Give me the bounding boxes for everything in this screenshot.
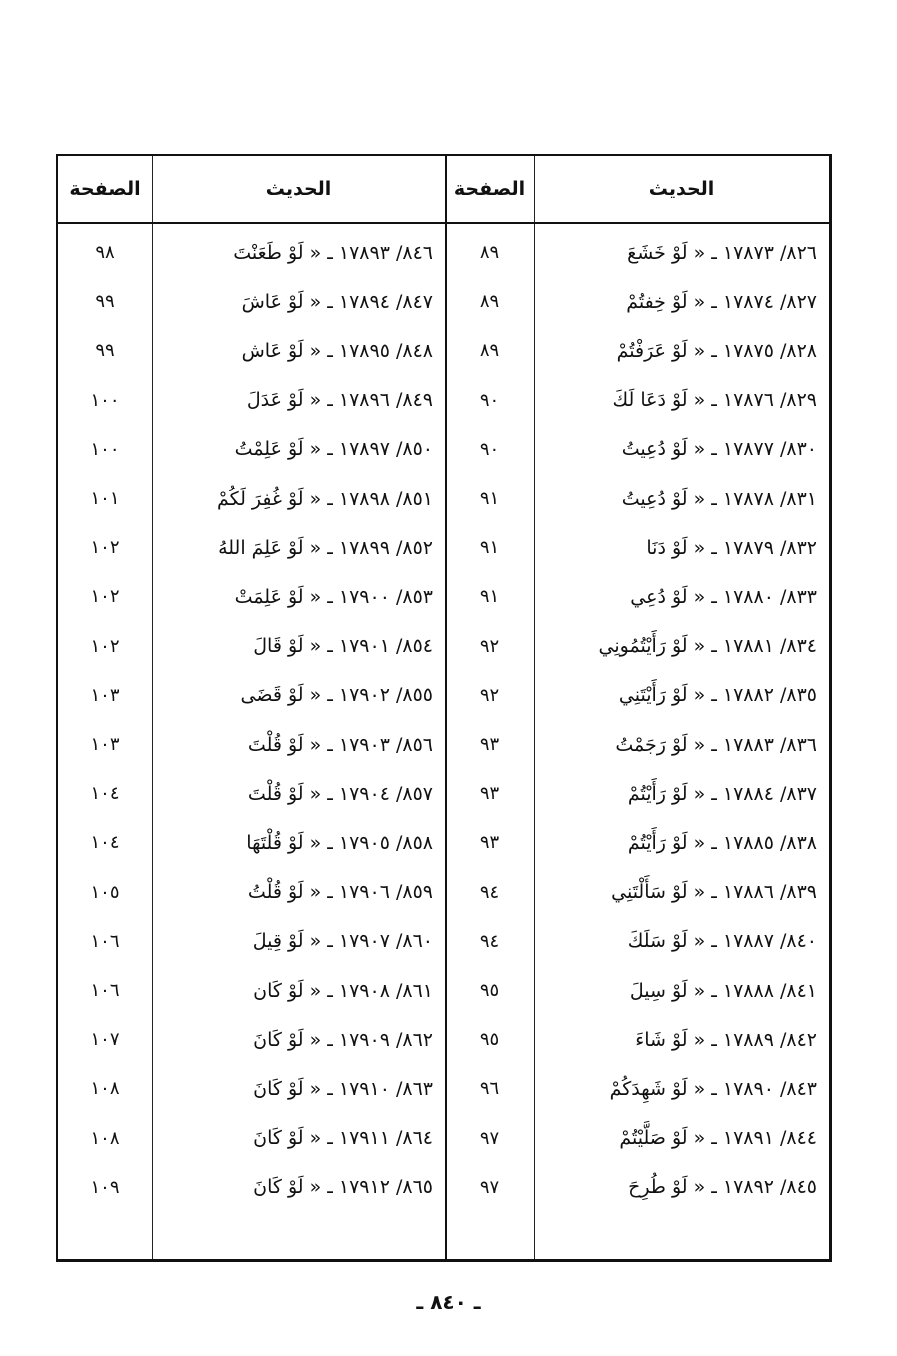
table-row	[58, 425, 829, 474]
hadith-entry-right: ٨٤٤/ ١٧٨٩١ ـ « لَوْ صَلَّيْتُمْ	[619, 1127, 817, 1150]
hadith-entry-right: ٨٣٣/ ١٧٨٨٠ ـ « لَوْ دُعِي	[630, 585, 817, 608]
hadith-entry-left: ٨٥٣/ ١٧٩٠٠ ـ « لَوْ عَلِمَتْ	[234, 585, 433, 608]
hadith-entry-left: ٨٦٠/ ١٧٩٠٧ ـ « لَوْ قِيلَ	[252, 930, 433, 953]
header-divider	[58, 222, 829, 224]
hadith-entry-left: ٨٥١/ ١٧٨٩٨ ـ « لَوْ غُفِرَ لَكُمْ	[216, 487, 433, 510]
page-ref-right: ٩٠	[479, 438, 500, 460]
page-ref-right: ٨٩	[479, 291, 500, 313]
table-row	[58, 622, 829, 671]
page-ref-right: ٩٢	[479, 635, 500, 657]
hadith-entry-left: ٨٦٥/ ١٧٩١٢ ـ « لَوْ كَانَ	[253, 1176, 433, 1199]
table-row	[58, 228, 829, 277]
page-ref-left: ٩٨	[95, 242, 115, 263]
page-ref-right: ٩١	[479, 537, 500, 559]
table-row	[58, 868, 829, 917]
hadith-entry-left: ٨٤٧/ ١٧٨٩٤ ـ « لَوْ عَاشَ	[241, 290, 433, 313]
table-row	[58, 1015, 829, 1064]
page-ref-left: ٩٩	[95, 291, 115, 313]
hadith-entry-right: ٨٢٨/ ١٧٨٧٥ ـ « لَوْ عَرَفْتُمْ	[616, 339, 817, 362]
hadith-entry-right: ٨٢٧/ ١٧٨٧٤ ـ « لَوْ خِفتُمْ	[626, 290, 817, 313]
page-ref-right: ٩٤	[479, 930, 500, 952]
table-row	[58, 277, 829, 326]
hadith-entry-right: ٨٣٨/ ١٧٨٨٥ ـ « لَوْ رَأَيْتُمْ	[627, 831, 817, 854]
header-page-left: الصفحة	[69, 178, 141, 200]
page-ref-left: ١٠٤	[90, 783, 120, 805]
page-number: ـ ٨٤٠ ـ	[416, 1290, 481, 1314]
table-row	[58, 671, 829, 720]
hadith-entry-right: ٨٣٤/ ١٧٨٨١ ـ « لَوْ رَأَيْتُمُونِي	[598, 635, 817, 658]
hadith-index-table	[56, 154, 832, 1262]
page-ref-right: ٩٦	[479, 1078, 500, 1100]
page-ref-left: ١٠٨	[90, 1078, 120, 1100]
page-ref-left: ١٠٩	[90, 1176, 120, 1198]
hadith-entry-right: ٨٣٩/ ١٧٨٨٦ ـ « لَوْ سَأَلْتَنِي	[611, 881, 817, 904]
hadith-entry-right: ٨٢٩/ ١٧٨٧٦ ـ « لَوْ دَعَا لَكَ	[612, 389, 817, 412]
hadith-entry-right: ٨٣١/ ١٧٨٧٨ ـ « لَوْ دُعِيتُ	[621, 487, 817, 510]
hadith-entry-left: ٨٤٩/ ١٧٨٩٦ ـ « لَوْ عَدَلَ	[246, 389, 433, 412]
hadith-entry-right: ٨٣٧/ ١٧٨٨٤ ـ « لَوْ رَأَيْتُمْ	[627, 782, 817, 805]
table-row	[58, 376, 829, 425]
hadith-entry-left: ٨٤٦/ ١٧٨٩٣ ـ « لَوْ طَعَنْتَ	[233, 241, 433, 264]
hadith-entry-left: ٨٥٢/ ١٧٨٩٩ ـ « لَوْ عَلِمَ اللهُ	[218, 536, 433, 559]
hadith-entry-left: ٨٦٢/ ١٧٩٠٩ ـ « لَوْ كَانَ	[253, 1028, 433, 1051]
page-ref-left: ١٠٠	[90, 438, 120, 460]
hadith-entry-right: ٨٤١/ ١٧٨٨٨ ـ « لَوْ سِيلَ	[629, 979, 817, 1002]
page-ref-left: ١٠٤	[90, 832, 120, 854]
page-ref-right: ٩٥	[479, 980, 500, 1001]
page-ref-right: ٩٧	[479, 1176, 500, 1198]
page-ref-right: ٩١	[479, 586, 500, 608]
header-hadith-right: الحديث	[648, 178, 715, 200]
hadith-entry-left: ٨٥٠/ ١٧٨٩٧ ـ « لَوْ عَلِمْتُ	[234, 438, 433, 461]
hadith-entry-left: ٨٥٧/ ١٧٩٠٤ ـ « لَوْ قُلْتَ	[247, 782, 433, 805]
hadith-entry-right: ٨٣٦/ ١٧٨٨٣ ـ « لَوْ رَجَمْتُ	[615, 733, 817, 756]
page-ref-right: ٩٥	[479, 1029, 500, 1051]
page-ref-left: ١٠٣	[90, 684, 120, 706]
hadith-entry-left: ٨٦٤/ ١٧٩١١ ـ « لَوْ كَانَ	[253, 1127, 433, 1150]
hadith-entry-right: ٨٤٥/ ١٧٨٩٢ ـ « لَوْ طُرِحَ	[628, 1176, 817, 1199]
table-row	[58, 1114, 829, 1163]
page-ref-left: ١٠١	[90, 488, 120, 509]
table-row	[58, 1163, 829, 1212]
page-ref-left: ١٠٥	[90, 881, 120, 903]
hadith-entry-left: ٨٦٣/ ١٧٩١٠ ـ « لَوْ كَانَ	[253, 1077, 433, 1100]
page-ref-right: ٩٢	[479, 684, 500, 706]
table-row	[58, 474, 829, 523]
page-ref-right: ٩٧	[479, 1127, 500, 1149]
hadith-entry-right: ٨٣٥/ ١٧٨٨٢ ـ « لَوْ رَأَيْتَنِي	[618, 684, 817, 707]
table-row	[58, 523, 829, 572]
table-row	[58, 966, 829, 1015]
page-ref-left: ٩٩	[95, 340, 115, 362]
page-ref-right: ٩٤	[479, 881, 500, 903]
table-row	[58, 720, 829, 769]
hadith-entry-left: ٨٥٩/ ١٧٩٠٦ ـ « لَوْ قُلْتُ	[247, 881, 433, 904]
page-ref-left: ١٠٨	[90, 1127, 120, 1149]
page-ref-right: ٩٣	[479, 832, 500, 854]
hadith-entry-left: ٨٦١/ ١٧٩٠٨ ـ « لَوْ كَان	[253, 979, 433, 1002]
header-page-right: الصفحة	[453, 178, 526, 200]
page-ref-right: ٩٣	[479, 734, 500, 755]
hadith-entry-left: ٨٥٦/ ١٧٩٠٣ ـ « لَوْ قُلْتَ	[247, 733, 433, 756]
table-row	[58, 1064, 829, 1113]
hadith-entry-right: ٨٣٢/ ١٧٨٧٩ ـ « لَوْ دَنَا	[646, 536, 817, 559]
page-ref-right: ٨٩	[479, 242, 500, 263]
page-ref-left: ١٠٦	[90, 930, 120, 952]
hadith-entry-left: ٨٥٤/ ١٧٩٠١ ـ « لَوْ قَالَ	[253, 635, 433, 658]
page-ref-right: ٩٣	[479, 783, 500, 805]
hadith-entry-left: ٨٥٥/ ١٧٩٠٢ ـ « لَوْ قَضَى	[240, 684, 433, 707]
table-row	[58, 769, 829, 818]
header-hadith-left: الحديث	[265, 178, 332, 200]
page-ref-left: ١٠٢	[90, 586, 120, 608]
table-row	[58, 326, 829, 375]
page-ref-left: ١٠٠	[90, 389, 120, 411]
table-row	[58, 818, 829, 867]
hadith-entry-right: ٨٢٦/ ١٧٨٧٣ ـ « لَوْ خَشَعَ	[627, 241, 817, 264]
page-ref-left: ١٠٢	[90, 537, 120, 559]
page-ref-right: ٨٩	[479, 340, 500, 362]
hadith-entry-left: ٨٤٨/ ١٧٨٩٥ ـ « لَوْ عَاش	[241, 339, 433, 362]
table-row	[58, 917, 829, 966]
page-ref-left: ١٠٧	[90, 1029, 120, 1051]
page-ref-right: ٩٠	[479, 389, 500, 411]
hadith-entry-right: ٨٣٠/ ١٧٨٧٧ ـ « لَوْ دُعِيتُ	[621, 438, 817, 461]
hadith-entry-left: ٨٥٨/ ١٧٩٠٥ ـ « لَوْ قُلْتَهَا	[246, 831, 433, 854]
hadith-entry-right: ٨٤٣/ ١٧٨٩٠ ـ « لَوْ شَهِدَكُمْ	[609, 1077, 817, 1100]
page-ref-left: ١٠٦	[90, 980, 120, 1001]
page-ref-right: ٩١	[479, 488, 500, 509]
page-ref-left: ١٠٣	[90, 734, 120, 755]
table-row	[58, 572, 829, 621]
page-ref-left: ١٠٢	[90, 635, 120, 657]
hadith-entry-right: ٨٤٠/ ١٧٨٨٧ ـ « لَوْ سَلَكَ	[627, 930, 817, 953]
hadith-entry-right: ٨٤٢/ ١٧٨٨٩ ـ « لَوْ شَاءَ	[635, 1028, 817, 1051]
